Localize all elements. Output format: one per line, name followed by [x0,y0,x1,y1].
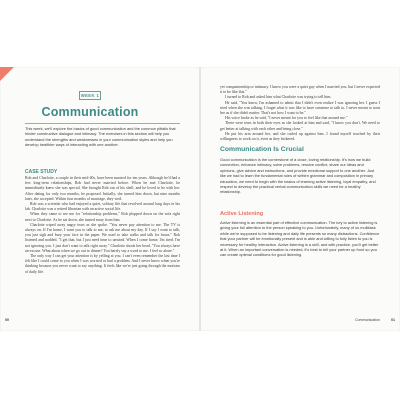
page-number-right: 01 [391,318,395,322]
case-paragraph: Charlotte wiped away angry tears as she spoke. "You never pay attention to me. The TV is always on. If I'm home, I want you to talk to me, to ask me about my day. If I say I want to talk, you just sigh and bury your face in the paper. We used to take walks and talk for hours." Rob listened and nodded. "I get that, but I just need time to unwind. When I come home, I'm tired. I'm not ignoring you. I just don't want to talk right away." Charlotte shook her head. "You always have an excuse. What about when we go out to dinner? You barely say a word to me. I feel so alone." [25,222,180,253]
case-study-continued [220,85,380,142]
case-paragraph: His voice broke as he said, "I never meant for you to feel like that around me." [225,116,348,121]
case-paragraph: There were tears in both their eyes as she looked at him and said, "I know you don't. We need to get better at talking with each other and being close." [220,121,380,131]
section-heading-crucial: Communication Is Crucial [220,146,304,153]
running-head: Communication [355,318,380,322]
subheading-active-listening: Active Listening [220,211,264,217]
case-study-heading: CASE STUDY [25,169,58,175]
chapter-title: Communication [41,105,139,119]
case-paragraph: Rob and Charlotte, a couple in their mid-40s, have been married for ten years. Although he'd had a few long-term relationships, Rob had never married before. When he met Charlotte, he immediately knew she was special. She brought Rob out of his shell, and he loved to be with her. After dating for only two months, he proposed. Initially, she turned him down, but nine months later, she accepted. Within four months of marriage, they wed. [25,176,180,201]
case-study-body [25,176,180,275]
page-number-left: 00 [5,318,9,322]
book-spread [0,67,400,331]
active-listening-paragraph: Active listening is an essential part of effective communication. The key to active listening is giving your full attention to the person speaking to you. Unfortunately, many of us multitask while we're supposed to be listening and daily life presents so many distractions. Confidence that your partner will be emotionally present and is able and willing to fully listen to you is necessary for healthy interaction. Active listening is a skill, and with practice, you'll get better at it. When an important conversation is needed, it's best to tell your partner up front so you can create optimal conditions for good listening. [220,220,380,258]
case-paragraph: He said, "You know, I'm ashamed to admit that I didn't even realize I was ignoring her. I guess I tried when she was talking. I forget what it was like to have someone to talk to. I never meant to treat her as if she didn't matter. That's not how I want to be." [220,100,380,116]
crucial-paragraph: Good communication is the cornerstone of a close, loving relationship. It's how we build connection, enhance intimacy, solve problems, resolve conflict, share our ideas and opinions, give advice and instructions, and provide emotional support to one another. Just like we had to learn the fundamental rules of written grammar and composition in primary education, we need to begin with the basics of learning active listening, loyal empathy, and respect to develop the practical verbal communication skills we need for a healthy relationship. [220,157,376,195]
right-page [201,67,400,331]
corner-accent-icon [0,67,14,81]
case-paragraph: I turned to Rob and asked him what Charlotte was trying to tell him. [225,95,332,100]
case-paragraph: He put his arm around her, and she curled up against him. I found myself touched by their willingness to work on it, even as they bickered. [220,131,380,142]
case-paragraph: When they came to see me for "relationship problems," Rob plopped down on the sofa right next to Charlotte. As he sat down, she turned away from him. [25,212,180,222]
title-divider [25,123,180,124]
week-badge: WEEK 1 [80,93,100,98]
case-paragraph: The only way I can get your attention is by yelling at you. I can't even remember the last time I felt like I could come to you when I was worried or had a problem. And I never know when you're thinking because you never want to say anything. It feels like we're just going through the motions of daily life. [25,254,180,274]
left-page [0,67,199,331]
case-paragraph: Rob was a scientist who had enjoyed a quiet, solitary life that revolved around long days in his lab. Charlotte was a retired librarian with an active social life. [25,202,180,212]
case-paragraph: yet companionship or intimacy. I know you were a quiet guy when I married you, but I never expected it to be like this." [220,85,380,95]
intro-paragraph: This week, we'll explore the basics of good communication and the common pitfalls that hinder constructive dialogue and intimacy. The exercises in this section will help you understand the strengths and weaknesses in your communication styles and help you develop healthier ways of interacting with one another. [25,126,176,148]
